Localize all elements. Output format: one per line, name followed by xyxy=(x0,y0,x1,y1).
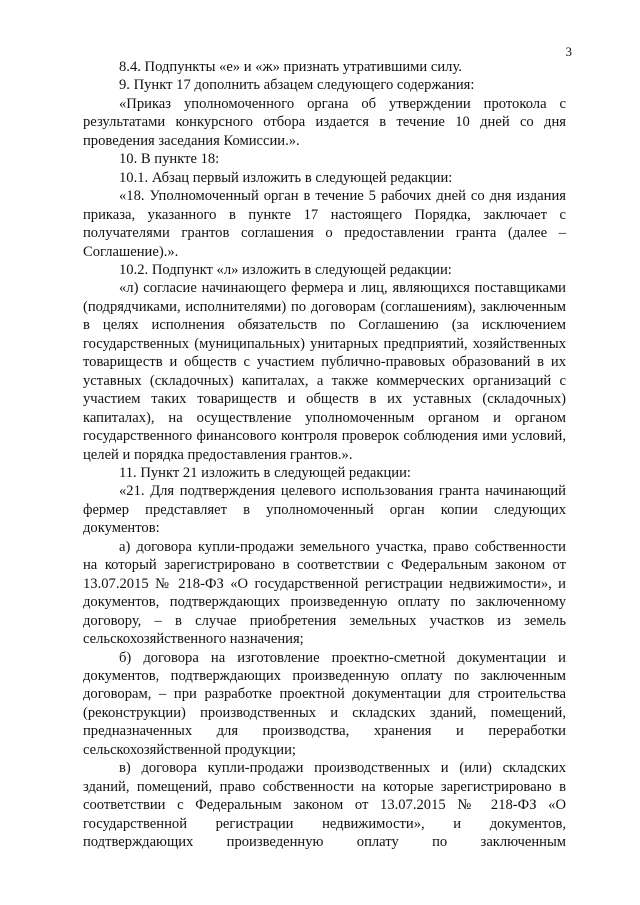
paragraph-10: 10. В пункте 18: xyxy=(119,151,220,168)
paragraph-10-1: 10.1. Абзац первый изложить в следующей редакции: xyxy=(119,169,453,186)
paragraph-8-4: 8.4. Подпункты «е» и «ж» признать утратившими силу. xyxy=(119,59,462,75)
paragraph-10-1-quote: «18. Уполномоченный орган в течение 5 рабочих дней со дня издания приказа, указанного в пункте 17 настоящего Порядка, заключает с получателями грантов соглашения о предоставлении гранта (далее – Соглашение).». xyxy=(83,188,566,260)
paragraph-10-2: 10.2. Подпункт «л» изложить в следующей редакции: xyxy=(119,261,452,278)
paragraph-10-2-quote: «л) согласие начинающего фермера и лиц, являющихся поставщиками (подрядчиками, исполнителями) по договорам (соглашениям), заключенным в целях исполнения обязательств по Соглашению (за исключением государственных (муниципальных) унитарных предприятий, хозяйственных товариществ и обществ с участием публично-правовых образований в их уставных (складочных) капиталах, а также коммерческих организаций с участием таких товариществ и обществ в их уставных (складочных) капиталах), на осуществление уполномоченным органом и органом государственного финансового контроля проверок соблюдения ими условий, целей и порядка предоставления грантов.». xyxy=(83,280,566,463)
paragraph-9-quote: «Приказ уполномоченного органа об утверждении протокола с результатами конкурсного отбора издается в течение 10 дней со дня проведения заседания Комиссии.». xyxy=(83,95,566,149)
paragraph-11-quote: «21. Для подтверждения целевого использования гранта начинающий фермер представляет в уполномоченный орган копии следующих документов: xyxy=(83,483,566,537)
page-number: 3 xyxy=(565,44,572,59)
paragraph-9: 9. Пункт 17 дополнить абзацем следующего содержания: xyxy=(119,77,475,94)
paragraph-11: 11. Пункт 21 изложить в следующей редакции: xyxy=(119,464,411,481)
paragraph-item-b: б) договора на изготовление проектно-сметной документации и документов, подтверждающих произведенную оплату по заключенным договорам, – при разработке проектной документации для строительства (реконструкции) производственных и складских зданий, помещений, предназначенных для производства, хранения и переработки сельскохозяйственной продукции; xyxy=(83,649,566,758)
paragraph-item-a: а) договора купли-продажи земельного участка, право собственности на который зарегистрировано в соответствии с Федеральным законом от 13.07.2015 № 218-ФЗ «О государственной регистрации недвижимости», и документов, подтверждающих произведенную оплату по заключенному договору, – в случае приобретения земельных участков из земель сельскохозяйственного назначения; xyxy=(83,538,566,648)
document-body xyxy=(83,58,566,851)
paragraph-item-v: в) договора купли-продажи производственных и (или) складских зданий, помещений, право собственности на которые зарегистрировано в соответствии с Федеральным законом от 13.07.2015 № 218-ФЗ «О государственной регистрации недвижимости», и документов, подтверждающих произведенную оплату по заключенным xyxy=(83,760,566,851)
